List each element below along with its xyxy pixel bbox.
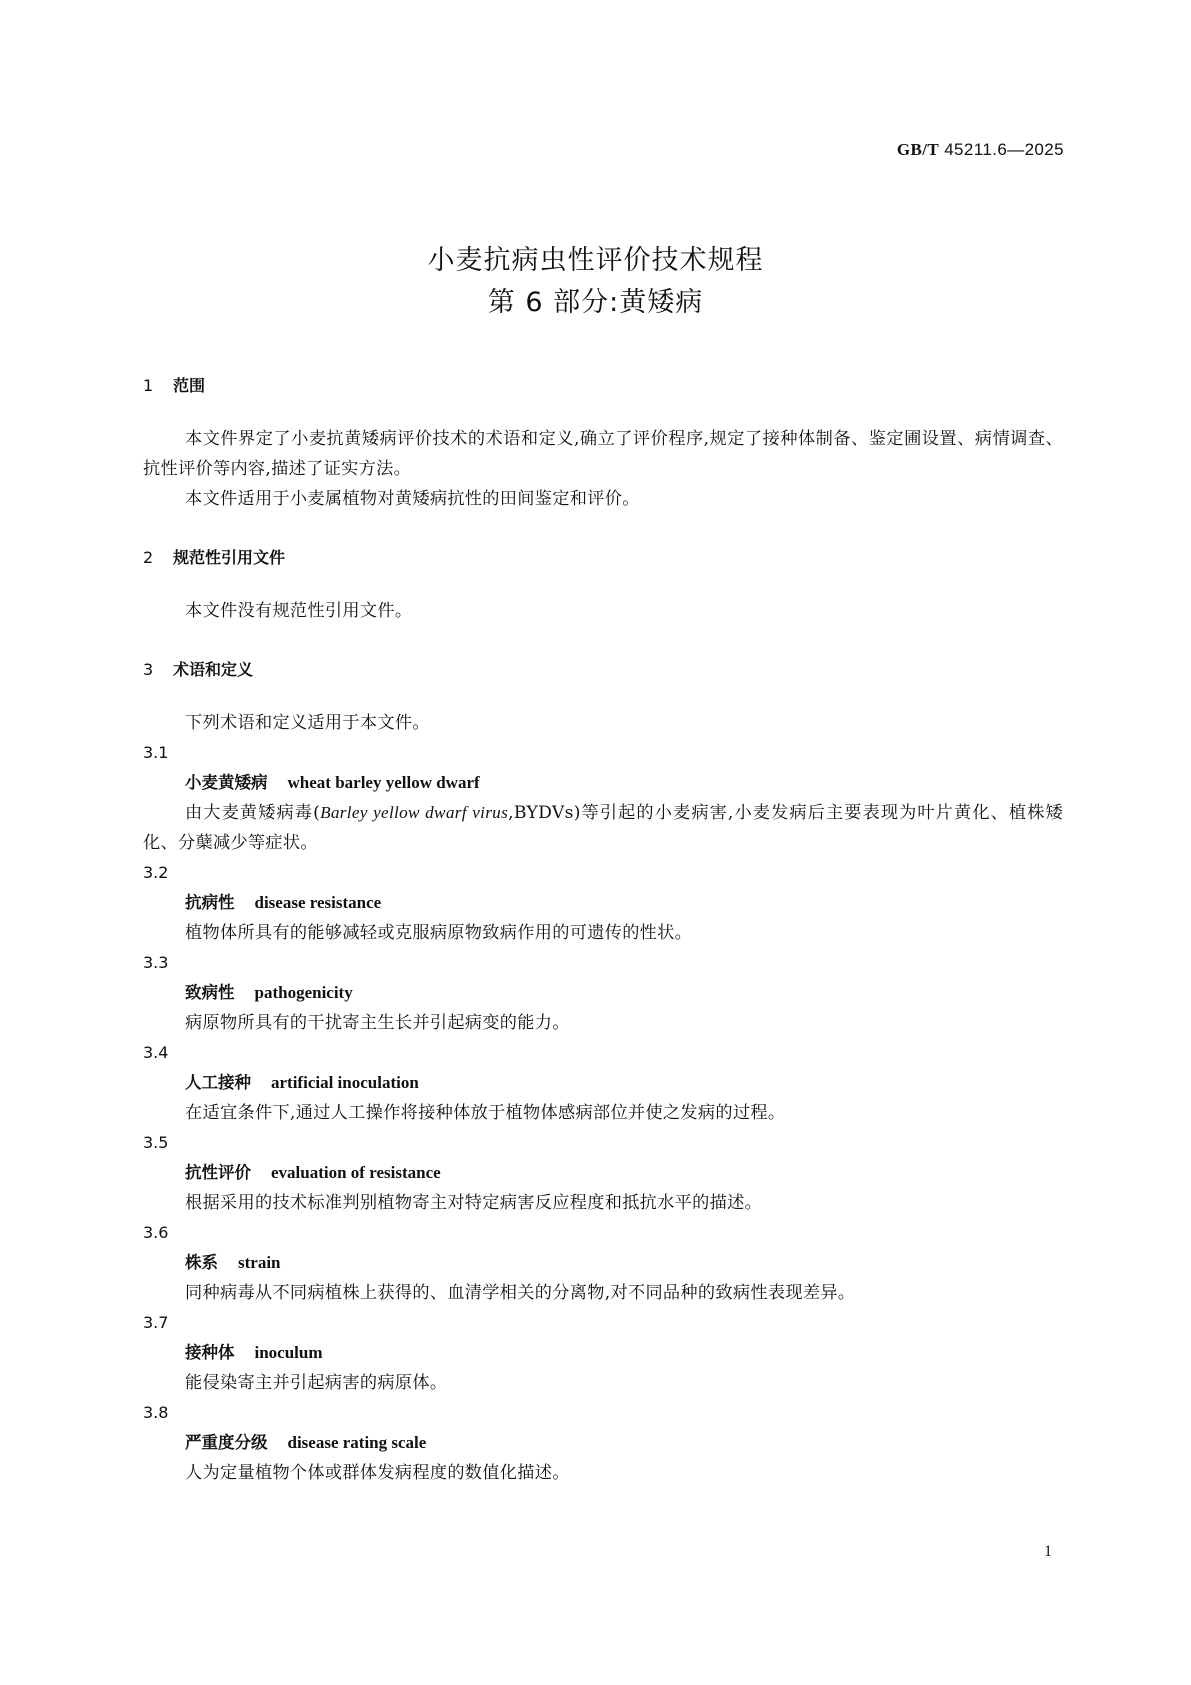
term-english: disease rating scale — [287, 1433, 427, 1452]
term-english: inoculum — [254, 1343, 323, 1362]
term-chinese: 接种体 — [185, 1343, 235, 1362]
term-heading — [143, 978, 1063, 1008]
section-2-heading — [143, 544, 1063, 572]
standard-code-number: 45211.6—2025 — [944, 140, 1064, 159]
page-number: 1 — [1044, 1543, 1052, 1560]
section-3-heading — [143, 656, 1063, 684]
title-line-2: 第 6 部分:黄矮病 — [487, 287, 704, 318]
term-chinese: 株系 — [185, 1253, 218, 1272]
section-title: 规范性引用文件 — [173, 548, 286, 567]
term-number: 3.6 — [143, 1223, 169, 1242]
term-number: 3.8 — [143, 1403, 169, 1422]
term-number: 3.1 — [143, 743, 169, 762]
term-heading — [143, 1428, 1063, 1458]
term-chinese: 抗病性 — [185, 893, 235, 912]
term-english: pathogenicity — [254, 983, 353, 1002]
term-english: artificial inoculation — [271, 1073, 419, 1092]
term-chinese: 人工接种 — [185, 1073, 251, 1092]
term-heading — [143, 1338, 1063, 1368]
term-definition-part: 由大麦黄矮病毒( — [185, 803, 321, 823]
term-definition — [143, 798, 1063, 858]
term-heading — [143, 768, 1063, 798]
term-english: wheat barley yellow dwarf — [287, 773, 480, 792]
section-3-intro: 下列术语和定义适用于本文件。 — [185, 713, 430, 733]
term-definition: 病原物所具有的干扰寄主生长并引起病变的能力。 — [185, 1013, 570, 1033]
term-english: evaluation of resistance — [271, 1163, 441, 1182]
term-english: disease resistance — [254, 893, 382, 912]
term-heading — [143, 1158, 1063, 1188]
document-body — [143, 372, 1063, 1488]
term-heading — [143, 1068, 1063, 1098]
term-english: strain — [238, 1253, 281, 1272]
section-1-heading — [143, 372, 1063, 400]
section-title: 范围 — [173, 376, 206, 395]
term-number: 3.7 — [143, 1313, 169, 1332]
term-number: 3.2 — [143, 863, 169, 882]
term-chinese: 抗性评价 — [185, 1163, 251, 1182]
section-1-paragraph-1: 本文件界定了小麦抗黄矮病评价技术的术语和定义,确立了评价程序,规定了接种体制备、鉴定圃设置、病情调查、抗性评价等内容,描述了证实方法。 — [143, 429, 1063, 479]
term-definition: 植物体所具有的能够减轻或克服病原物致病作用的可遗传的性状。 — [185, 923, 693, 943]
section-number: 3 — [143, 660, 154, 679]
term-chinese: 小麦黄矮病 — [185, 773, 268, 792]
term-definition: 同种病毒从不同病植株上获得的、血清学相关的分离物,对不同品种的致病性表现差异。 — [185, 1283, 856, 1303]
term-definition: 能侵染寄主并引起病害的病原体。 — [185, 1373, 448, 1393]
term-number: 3.3 — [143, 953, 169, 972]
section-title: 术语和定义 — [173, 660, 254, 679]
section-1-paragraph-2: 本文件适用于小麦属植物对黄矮病抗性的田间鉴定和评价。 — [185, 489, 640, 509]
standard-code — [897, 140, 1064, 160]
document-title — [0, 240, 1191, 324]
standard-code-prefix: GB/T — [896, 140, 940, 159]
term-definition: 根据采用的技术标准判别植物寄主对特定病害反应程度和抵抗水平的描述。 — [185, 1193, 763, 1213]
term-number: 3.4 — [143, 1043, 169, 1062]
title-line-1: 小麦抗病虫性评价技术规程 — [427, 245, 764, 276]
term-heading — [143, 888, 1063, 918]
term-definition: 人为定量植物个体或群体发病程度的数值化描述。 — [185, 1463, 570, 1483]
term-chinese: 致病性 — [185, 983, 235, 1002]
term-chinese: 严重度分级 — [185, 1433, 268, 1452]
section-number: 1 — [143, 376, 154, 395]
term-heading — [143, 1248, 1063, 1278]
virus-name-italic: Barley yellow dwarf virus — [320, 803, 509, 822]
term-definition: 在适宜条件下,通过人工操作将接种体放于植物体感病部位并使之发病的过程。 — [185, 1103, 786, 1123]
section-number: 2 — [143, 548, 154, 567]
term-number: 3.5 — [143, 1133, 169, 1152]
term-definition-part: ,BYDVs)等引起的小麦病害,小麦发病后主要表现为叶片黄化、植株矮化、分蘖减少等症状。 — [143, 803, 1063, 853]
section-2-paragraph-1: 本文件没有规范性引用文件。 — [185, 601, 413, 621]
